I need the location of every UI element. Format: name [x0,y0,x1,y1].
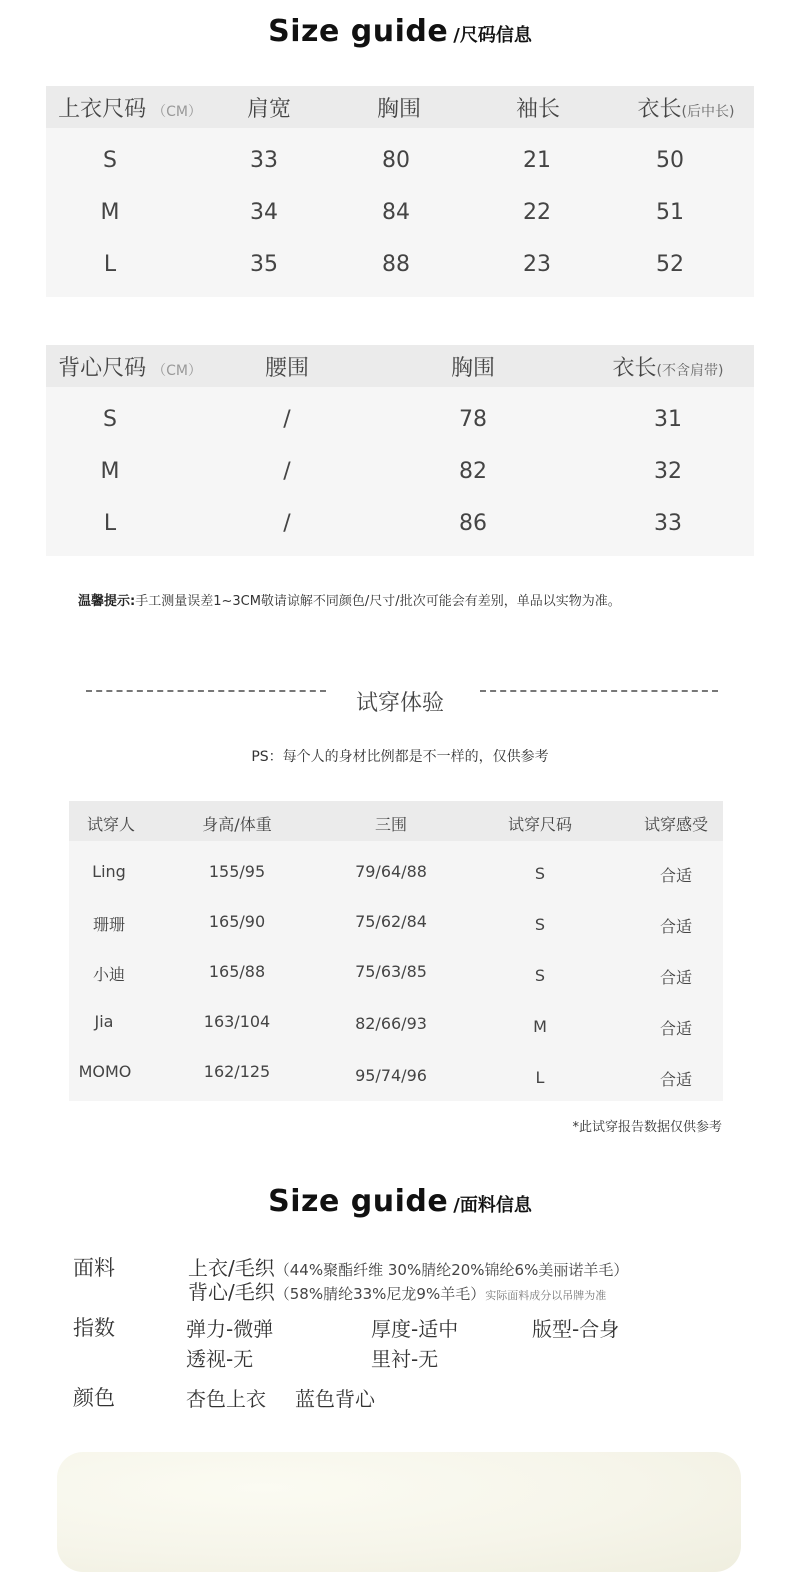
trial-header-height-weight: 身高/体重 [202,815,272,834]
trial-name-cell: 珊珊 [92,915,126,934]
length-cell: 52 [656,252,684,277]
length-cell: 33 [654,511,682,536]
trial-section-title: 试穿体验 [355,691,444,716]
top-header-sleeve: 袖长 [515,97,561,122]
trial-size-cell: S [534,915,546,934]
title-sub: /尺码信息 [453,25,532,46]
trial-hw-cell: 162/125 [203,1062,271,1081]
trial-header-person: 试穿人 [86,815,136,834]
vest-size-table [46,345,754,556]
product-photo [57,1452,741,1572]
trial-header-feel: 试穿感受 [643,815,709,834]
length-cell: 51 [656,200,684,225]
trial-hw-cell: 165/88 [208,962,266,981]
size-cell: S [103,407,117,432]
trial-measure-cell: 75/62/84 [355,912,427,931]
shoulder-cell: 34 [250,200,278,225]
size-cell: M [100,200,120,225]
chest-cell: 80 [382,148,410,173]
vest-header-chest: 胸围 [450,356,496,381]
length-cell: 50 [656,148,684,173]
index-label: 指数 [73,1316,115,1340]
vest-fabric-line: 背心/毛织（58%腈纶33%尼龙9%羊毛）实际面料成分以吊牌为准 [188,1280,607,1304]
shoulder-cell: 33 [250,148,278,173]
trial-feel-cell: 合适 [659,968,693,987]
color-label: 颜色 [73,1386,115,1410]
trial-size-cell: S [534,966,546,985]
trial-footnote: *此试穿报告数据仅供参考 [572,1120,722,1135]
chest-cell: 88 [382,252,410,277]
sleeve-cell: 23 [523,252,551,277]
trial-hw-cell: 155/95 [208,862,266,881]
trial-table-header [69,801,723,841]
color-option-apricot: 杏色上衣 [186,1387,266,1411]
fit-value: 版型-合身 [532,1317,620,1341]
transparency-value: 透视-无 [186,1347,254,1371]
trial-size-cell: L [535,1068,545,1087]
size-cell: L [103,252,117,277]
vest-header-waist: 腰围 [264,356,310,381]
sleeve-cell: 21 [523,148,551,173]
fabric-label: 面料 [73,1256,115,1280]
trial-feel-cell: 合适 [659,1070,693,1089]
trial-measure-cell: 75/63/85 [355,962,427,981]
top-header-shoulder: 肩宽 [246,97,292,122]
shoulder-cell: 35 [250,252,278,277]
trial-name-cell: Jia [94,1012,114,1031]
trial-table [69,801,723,1101]
vest-header-length: 衣长(不含肩带) [612,356,724,381]
trial-header-size: 试穿尺码 [507,815,573,834]
length-cell: 31 [654,407,682,432]
color-option-blue: 蓝色背心 [295,1387,375,1411]
chest-cell: 84 [382,200,410,225]
trial-hw-cell: 165/90 [208,912,266,931]
trial-feel-cell: 合适 [659,917,693,936]
trial-feel-cell: 合适 [659,1019,693,1038]
trial-measure-cell: 95/74/96 [355,1066,427,1085]
sleeve-cell: 22 [523,200,551,225]
thickness-value: 厚度-适中 [371,1317,459,1341]
vest-size-table-header [46,345,754,387]
size-cell: S [103,148,117,173]
trial-name-cell: 小迪 [92,965,126,984]
trial-name-cell: MOMO [78,1062,132,1081]
tip-label: 温馨提示: [78,594,136,609]
trial-size-cell: M [533,1017,547,1036]
trial-measure-cell: 79/64/88 [355,862,427,881]
top-header-chest: 胸围 [376,97,422,122]
top-size-table-header [46,86,754,128]
vest-header-label: 背心尺码 （CM） [58,356,202,381]
trial-hw-cell: 163/104 [203,1012,271,1031]
top-header-length: 衣长(后中长) [637,97,735,122]
waist-cell: / [283,407,291,432]
elasticity-value: 弹力-微弹 [186,1317,274,1341]
chest-cell: 86 [459,511,487,536]
trial-header-measurements: 三围 [374,815,408,834]
chest-cell: 82 [459,459,487,484]
size-guide-title [0,14,800,49]
lining-value: 里衬-无 [371,1347,439,1371]
chest-cell: 78 [459,407,487,432]
trial-size-cell: S [534,864,546,883]
trial-name-cell: Ling [92,862,126,881]
waist-cell: / [283,459,291,484]
title-main: Size guide [268,14,449,49]
top-header-label: 上衣尺码 （CM） [58,97,202,122]
tip-text: 手工测量误差1~3CM敬请谅解不同颜色/尺寸/批次可能会有差别，单品以实物为准。 [135,594,621,609]
top-size-table [46,86,754,297]
fabric-title-sub: /面料信息 [453,1195,532,1216]
size-cell: M [100,459,120,484]
waist-cell: / [283,511,291,536]
fabric-title-main: Size guide [268,1184,449,1219]
length-cell: 32 [654,459,682,484]
trial-measure-cell: 82/66/93 [355,1014,427,1033]
trial-feel-cell: 合适 [659,866,693,885]
top-fabric-line: 上衣/毛织（44%聚酯纤维 30%腈纶20%锦纶6%美丽诺羊毛） [188,1256,629,1280]
size-cell: L [103,511,117,536]
tip-note [78,590,621,609]
trial-ps: PS：每个人的身材比例都是不一样的，仅供参考 [251,749,549,765]
fabric-guide-title [0,1184,800,1219]
divider-right [480,690,718,692]
